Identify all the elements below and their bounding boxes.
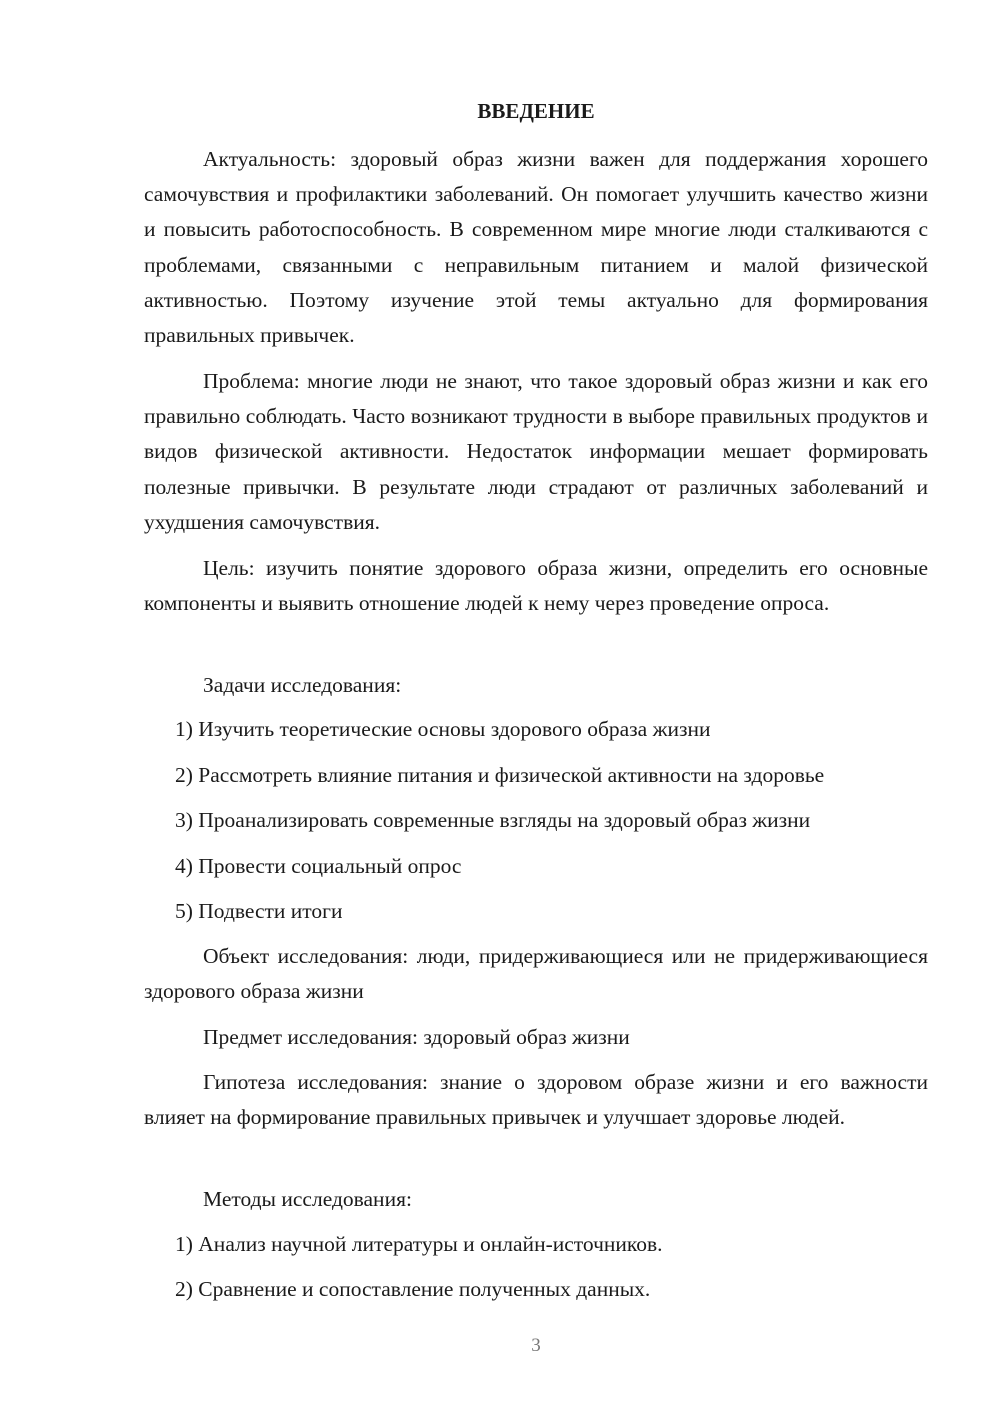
page-number: 3 <box>531 1335 541 1356</box>
goal-paragraph: Цель: изучить понятие здорового образа жизни, определить его основные компоненты и выявить отношение людей к нему через проведение опроса. <box>144 556 928 616</box>
task-item: 5) Подвести итоги <box>175 899 343 923</box>
task-item: 1) Изучить теоретические основы здорового образа жизни <box>175 717 711 741</box>
subject-paragraph: Предмет исследования: здоровый образ жизни <box>203 1025 630 1049</box>
page-title: ВВЕДЕНИЕ <box>477 99 595 123</box>
object-paragraph: Объект исследования: люди, придерживающиеся или не придерживающиеся здорового образа жизни <box>144 944 928 1004</box>
tasks-heading: Задачи исследования: <box>203 673 402 697</box>
method-item: 1) Анализ научной литературы и онлайн-источников. <box>175 1232 663 1256</box>
method-item: 2) Сравнение и сопоставление полученных данных. <box>175 1277 651 1301</box>
methods-heading: Методы исследования: <box>203 1187 412 1211</box>
problem-paragraph: Проблема: многие люди не знают, что такое здоровый образ жизни и как его правильно соблюдать. Часто возникают трудности в выборе правильных продуктов и видов физической активности. Недостаток информации мешает формировать полезные привычки. В результате люди страдают от различных заболеваний и ухудшения самочувствия. <box>144 369 928 534</box>
hypothesis-paragraph: Гипотеза исследования: знание о здоровом образе жизни и его важности влияет на формирование правильных привычек и улучшает здоровье людей. <box>144 1070 928 1130</box>
document-page <box>144 0 928 1414</box>
task-item: 4) Провести социальный опрос <box>175 854 462 878</box>
relevance-paragraph: Актуальность: здоровый образ жизни важен для поддержания хорошего самочувствия и профилактики заболеваний. Он помогает улучшить качество жизни и повысить работоспособность. В современном мире многие люди сталкиваются с проблемами, связанными с неправильным питанием и малой физической активностью. Поэтому изучение этой темы актуально для формирования правильных привычек. <box>144 147 928 348</box>
task-item: 2) Рассмотреть влияние питания и физической активности на здоровье <box>175 763 825 787</box>
task-item: 3) Проанализировать современные взгляды на здоровый образ жизни <box>175 808 811 832</box>
